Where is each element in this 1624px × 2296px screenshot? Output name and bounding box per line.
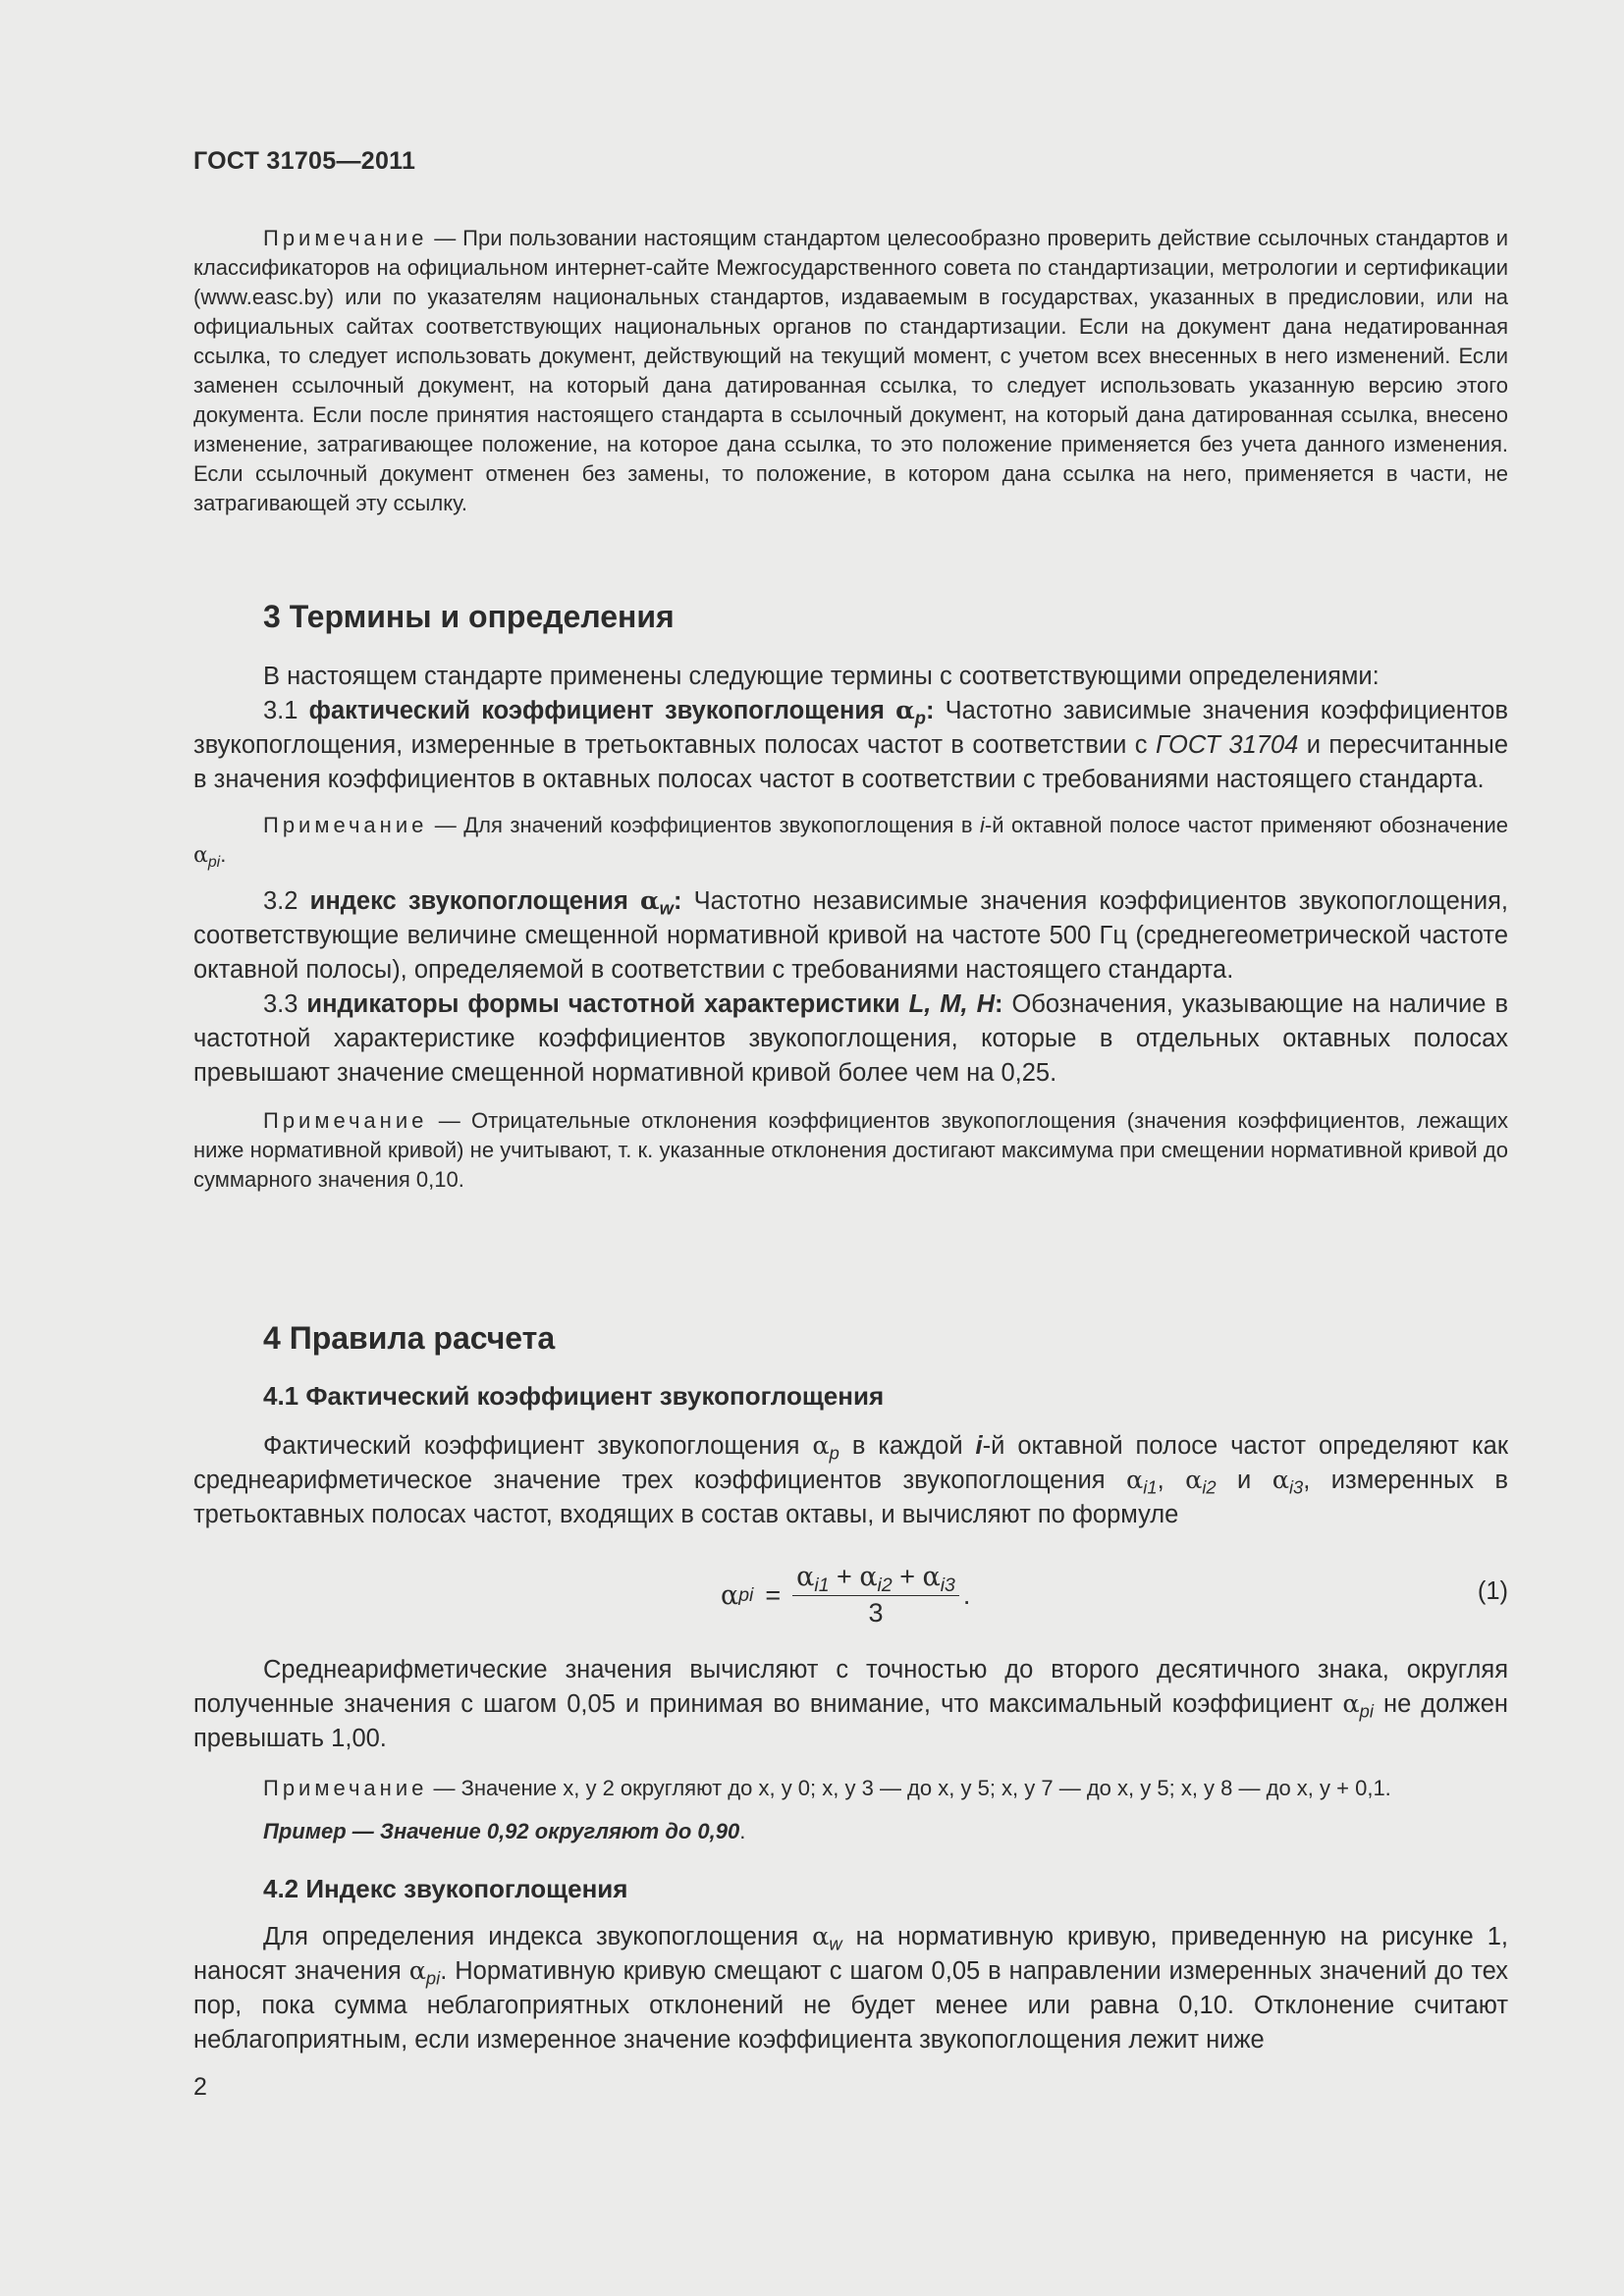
subsection-4-1-rounding [193,1653,1508,1846]
term-3-1-name: фактический коэффициент звукопоглощения [308,697,896,724]
note-referenced-standards: Примечание — При пользовании настоящим стандартом целесообразно проверить действие ссылочных стандартов и классификаторов на официальном интернет-сайте Межгосударственного совета по стандартизации, метрологии и сертификации (www.easc.by) или по указателям национальных стандартов, издаваемым в государствах, указанных в предисловии, или на официальных сайтах соответствующих национальных органов по стандартизации. Если на документ дана недатированная ссылка, то следует использовать документ, действующий на текущий момент, с учетом всех внесенных в него изменений. Если заменен ссылочный документ, на который дана датированная ссылка, то следует использовать указанную версию этого документа. Если после принятия настоящего стандарта в ссылочный документ, на который дана датированная ссылка, внесено изменение, затрагивающее положение, на которое дана ссылка, то это положение применяется без учета данного изменения. Если ссылочный документ отменен без замены, то положение, в котором дана ссылка на него, применяется в части, не затрагивающей эту ссылку. [193,226,1509,515]
note-3-3: Примечание — Отрицательные отклонения коэффициентов звукопоглощения (значения коэффициентов, лежащих ниже нормативной кривой) не учитывают, т. к. указанные отклонения достигают максимума при смещении нормативной кривой до суммарного значения 0,10. [193,1108,1508,1192]
example-rounding: Пример — Значение 0,92 округляют до 0,90. [263,1819,746,1843]
term-3-3-name: индикаторы формы частотной характеристики [306,990,909,1018]
note-text: При пользовании настоящим стандартом целесообразно проверить действие ссылочных стандартов и классификаторов на официальном интернет-сайте Межгосударственного совета по стандартизации, метрологии и сертификации (www.easc.by) или по указателям национальных стандартов, издаваемым в государствах, указанных в предисловии, или на официальных сайтах соответствующих национальных органов по стандартизации. Если на документ дана недатированная ссылка, то следует использовать документ, действующий на текущий момент, с учетом всех внесенных в него изменений. Если заменен ссылочный документ, на который дана датированная ссылка, то следует использовать указанную версию этого документа. Если после принятия настоящего стандарта в ссылочный документ, на который дана датированная ссылка, внесено изменение, затрагивающее положение, на которое дана ссылка, то это положение применяется без учета данного изменения. Если ссылочный документ отменен без замены, то положение, в котором дана ссылка на него, применяется в части, не затрагивающей эту ссылку. [193,226,1509,515]
rounding-paragraph: Среднеарифметические значения вычисляют с точностью до второго десятичного знака, округляя полученные значения с шагом 0,05 и принимая во внимание, что максимальный коэффициент $\alpha_{pi}$ не должен превышать 1,00. [193,1656,1509,1752]
document-code: ГОСТ 31705—2011 [193,147,416,175]
subsection-4-1-intro: Фактический коэффициент звукопоглощения $\alpha_p$ в каждой i-й октавной полосе частот определяют как среднеарифметическое значение трех коэффициентов звукопоглощения $\alpha_{i1}$, $\alpha_{i2}$ и $\alpha_{i3}$, измеренных в третьоктавных полосах частот, входящих в состав октавы, и вычисляют по формуле [193,1431,1509,1528]
formula-denominator: 3 [868,1598,884,1628]
formula-expression: α pi = $\frac{\alpha_{i1} + \alpha_{i2} + \alpha_{i3}}{3}$ . [721,1562,971,1628]
note-rounding: Примечание — Значение x, y 2 округляют до x, y 0; x, y 3 — до x, y 5; x, y 7 — до x, y 5; x, y 8 — до x, y + 0,1. [263,1776,1391,1800]
section-3-title: 3 Термины и определения [263,599,675,634]
note-3-1: Примечание — Для значений коэффициентов звукопоглощения в i-й октавной полосе частот применяют обозначение $\alpha_{pi}$. [193,813,1509,871]
equation-number: (1) [1477,1577,1508,1605]
section-3-body [193,660,1508,1195]
term-3-1: 3.1 фактический коэффициент звукопоглощения $\alpha_p$: Частотно зависимые значения коэффициентов звукопоглощения, измеренные в третьоктавных полосах частот в соответствии с ГОСТ 31704 и пересчитанные в значения коэффициентов в октавных полосах частот в соответствии с требованиями настоящего стандарта. [193,696,1508,793]
term-3-2: 3.2 индекс звукопоглощения $\alpha_w$: Частотно независимые значения коэффициентов звукопоглощения, соответствующие величине смещенной нормативной кривой на частоте 500 Гц (среднегеометрической частоте октавной полосы), определяемой в соответствии с требованиями настоящего стандарта. [193,886,1508,984]
formula-1 [193,1556,1508,1634]
term-3-2-name: индекс звукопоглощения [309,887,641,915]
section-3-intro: В настоящем стандарте применены следующие термины с соответствующими определениями: [263,663,1380,690]
formula-fraction [792,1562,959,1629]
subsection-4-1-title: 4.1 Фактический коэффициент звукопоглощения [263,1381,885,1411]
term-3-3: 3.3 индикаторы формы частотной характеристики L, M, H: Обозначения, указывающие на наличие в частотной характеристике коэффициентов звукопоглощения, которые в отдельных октавных полосах превышают значение смещенной нормативной кривой более чем на 0,25. [193,990,1508,1087]
page-number: 2 [193,2073,207,2101]
subsection-4-2-title: 4.2 Индекс звукопоглощения [263,1874,628,1903]
section-4-title: 4 Правила расчета [263,1320,556,1356]
ref-gost-31704: ГОСТ 31704 [1155,731,1299,759]
subsection-4-2-body: Для определения индекса звукопоглощения $\alpha_w$ на нормативную кривую, приведенную на рисунке 1, наносят значения $\alpha_{pi}$. Нормативную кривую смещают с шагом 0,05 в направлении измеренных значений до тех пор, пока сумма неблагоприятных отклонений не будет менее или равна 0,10. Отклонение считают неблагоприятным, если измеренное значение коэффициента звукопоглощения лежит ниже [193,1922,1509,2054]
note-label: Примечание [263,226,428,250]
formula-numerator: $\alpha_{i1} + \alpha_{i2} + \alpha_{i3}$ [792,1562,959,1596]
